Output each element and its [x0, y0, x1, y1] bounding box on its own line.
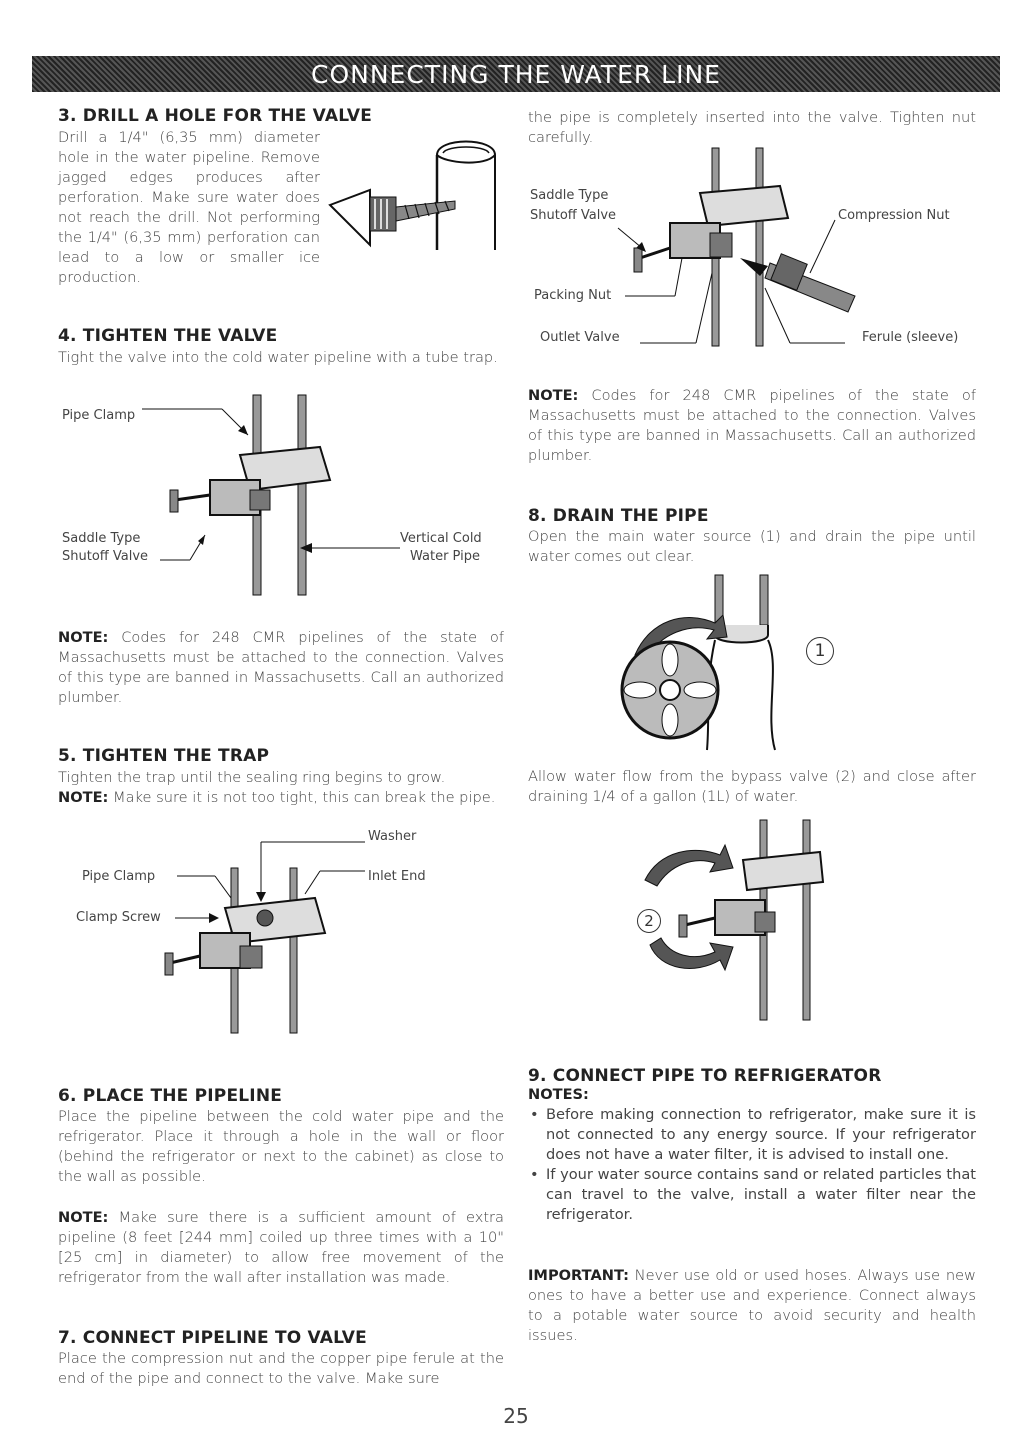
- label-washer: Washer: [368, 829, 417, 844]
- banner-title: CONNECTING THE WATER LINE: [311, 59, 721, 89]
- page-number: 25: [503, 1404, 529, 1428]
- note-text-7: Codes for 248 CMR pipelines of the state of Massachusetts must be attached to the connection. Valves of this type are banned in Massachusetts. Call an authorized plumber.: [528, 387, 976, 464]
- important-text: Never use old or used hoses. Always use new ones to have a better use and experience. Connect always to a potable water source to avoid security and health issues.: [528, 1267, 976, 1344]
- section-7-note: [528, 386, 976, 466]
- label-saddle-type-7: Saddle Type: [530, 188, 609, 203]
- section-7-body-continued: the pipe is completely inserted into the valve. Tighten nut carefully.: [528, 109, 976, 146]
- valve-illustration-4: [150, 395, 410, 600]
- page-banner: [32, 56, 1000, 92]
- important-label: IMPORTANT:: [528, 1267, 629, 1284]
- label-clamp-screw: Clamp Screw: [76, 910, 161, 925]
- drill-illustration: [325, 135, 500, 265]
- section-8-body-2: Allow water flow from the bypass valve (2) and close after draining 1/4 of a gallon (1L) of water.: [528, 768, 976, 805]
- label-pipe-clamp-5: Pipe Clamp: [82, 869, 156, 884]
- label-saddle-type-4: Saddle Type: [62, 531, 141, 546]
- notes-list: [528, 1105, 976, 1225]
- section-5-note: [58, 788, 504, 808]
- circle-number-2: [637, 909, 661, 933]
- section-5-body: Tighten the trap until the sealing ring begins to grow.: [58, 769, 446, 786]
- note-text-5: Make sure it is not too tight, this can break the pipe.: [108, 789, 496, 806]
- section-3-body: Drill a 1/4" (6,35 mm) diameter hole in the water pipeline. Remove jagged edges produces after perforation. Make sure water does not reach the drill. Not performing the 1/4" (6,35 mm) perforation can lead to a low or smaller ice production.: [58, 129, 320, 286]
- label-packing-nut: Packing Nut: [534, 288, 612, 303]
- section-6-note: [58, 1208, 504, 1288]
- note-label-6: NOTE:: [58, 1209, 109, 1226]
- section-8-body: Open the main water source (1) and drain the pipe until water comes out clear.: [528, 528, 976, 565]
- list-item: • If your water source contains sand or related particles that can travel to the valve, install a water filter near the refrigerator.: [528, 1165, 976, 1225]
- note-label-5: NOTE:: [58, 789, 109, 806]
- label-shutoff-valve-4: Shutoff Valve: [62, 549, 149, 564]
- section-9-title: 9. CONNECT PIPE TO REFRIGERATOR: [528, 1066, 882, 1086]
- label-ferule: Ferule (sleeve): [862, 330, 959, 345]
- label-pipe-clamp-4: Pipe Clamp: [62, 408, 136, 423]
- note-text-6: Make sure there is a sufficient amount of extra pipeline (8 feet [244 mm] coiled up three times with a 10" [25 cm] in diameter) to allow free movement of the refrigerator from the wall after installation was made.: [58, 1209, 504, 1286]
- label-shutoff-valve-7: Shutoff Valve: [530, 208, 617, 223]
- section-4-title: 4. TIGHTEN THE VALVE: [58, 326, 278, 346]
- section-3-title: 3. DRILL A HOLE FOR THE VALVE: [58, 106, 373, 126]
- compression-illustration-7: [600, 148, 880, 348]
- section-6-title: 6. PLACE THE PIPELINE: [58, 1086, 283, 1106]
- circle-number-1-label: 1: [814, 641, 826, 661]
- important-notice: [528, 1266, 976, 1346]
- section-7-body: Place the compression nut and the copper pipe ferule at the end of the pipe and connect to the valve. Make sure: [58, 1350, 504, 1387]
- label-vertical-cold: Vertical Cold: [400, 531, 482, 546]
- section-6-body: Place the pipeline between the cold water pipe and the refrigerator. Place it through a hole in the wall or floor (behind the refrigerator or next to the cabinet) as close to the wall as possible.: [58, 1108, 504, 1185]
- section-7-title: 7. CONNECT PIPELINE TO VALVE: [58, 1328, 367, 1348]
- section-4-note: [58, 628, 504, 708]
- circle-number-2-label: 2: [644, 912, 654, 930]
- label-outlet-valve: Outlet Valve: [540, 330, 620, 345]
- label-inlet-end: Inlet End: [368, 869, 426, 884]
- section-5-title: 5. TIGHTEN THE TRAP: [58, 746, 270, 766]
- main-valve-illustration: [615, 575, 865, 755]
- section-8-title: 8. DRAIN THE PIPE: [528, 506, 709, 526]
- circle-number-1: [806, 637, 834, 665]
- label-compression-nut: Compression Nut: [838, 208, 950, 223]
- trap-illustration-5: [165, 838, 375, 1038]
- notes-label: NOTES:: [528, 1086, 589, 1103]
- note-label-4: NOTE:: [58, 629, 109, 646]
- note-text-4: Codes for 248 CMR pipelines of the state of Massachusetts must be attached to the connection. Valves of this type are banned in Massachusetts. Call an authorized plumber.: [58, 629, 504, 706]
- note-label-7: NOTE:: [528, 387, 579, 404]
- label-water-pipe: Water Pipe: [410, 549, 480, 564]
- list-item: • Before making connection to refrigerator, make sure it is not connected to any energy source. If your refrigerator does not have a water filter, it is advised to install one.: [528, 1105, 976, 1165]
- section-4-body: Tight the valve into the cold water pipeline with a tube trap.: [58, 349, 498, 366]
